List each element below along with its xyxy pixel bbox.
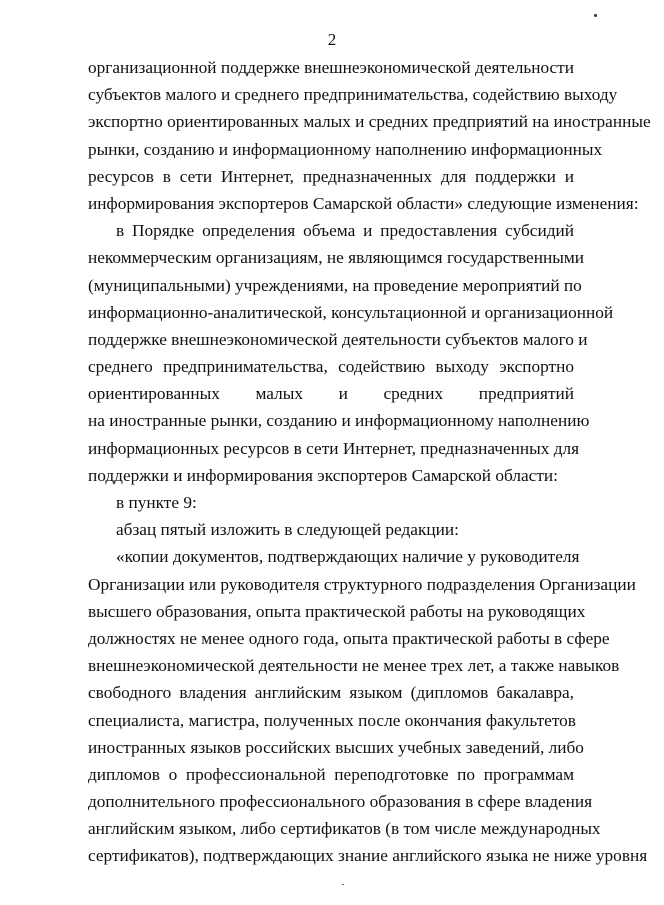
- text-line: ориентированных малых и средних предприятий: [88, 384, 574, 404]
- paragraph: [88, 217, 614, 489]
- text-line: английским языком, либо сертификатов (в том числе международных: [88, 819, 601, 839]
- text-line: (муниципальными) учреждениями, на проведение мероприятий по: [88, 275, 582, 295]
- text-line: абзац пятый изложить в следующей редакции:: [116, 520, 459, 540]
- text-line: Организации или руководителя структурного подразделения Организации: [88, 574, 636, 594]
- text-line: информационных ресурсов в сети Интернет, предназначенных для: [88, 438, 580, 458]
- text-line: должностях не менее одного года, опыта практической работы в сфере: [88, 628, 610, 648]
- document-body: [88, 54, 651, 870]
- paragraph: [88, 54, 651, 217]
- text-line: организационной поддержке внешнеэкономической деятельности: [88, 58, 574, 77]
- text-line: экспортно ориентированных малых и средних предприятий на иностранные: [88, 112, 651, 132]
- text-line: субъектов малого и среднего предпринимательства, содействию выходу: [88, 85, 618, 105]
- text-line: дипломов о профессиональной переподготовке по программам: [88, 764, 574, 784]
- scan-speck: [594, 14, 597, 17]
- text-line: на иностранные рынки, созданию и информационному наполнению: [88, 411, 590, 431]
- text-line: специалиста, магистра, полученных после окончания факультетов: [88, 710, 576, 730]
- text-line: дополнительного профессионального образования в сфере владения: [88, 792, 593, 812]
- text-line: «копии документов, подтверждающих наличие у руководителя: [116, 547, 580, 567]
- text-line: среднего предпринимательства, содействию выходу экспортно: [88, 357, 574, 377]
- page-number: 2: [327, 30, 337, 49]
- text-line: в пункте 9:: [116, 493, 197, 512]
- text-line: рынки, созданию и информационному наполнению информационных: [88, 139, 603, 159]
- text-line: иностранных языков российских высших учебных заведений, либо: [88, 737, 584, 757]
- paragraph: [88, 516, 574, 543]
- text-line: свободного владения английским языком (дипломов бакалавра,: [88, 683, 574, 703]
- paragraph: [88, 543, 648, 869]
- scan-speck: [342, 884, 344, 885]
- text-line: в Порядке определения объема и предоставления субсидий: [116, 221, 574, 241]
- text-line: сертификатов), подтверждающих знание английского языка не ниже уровня: [88, 846, 648, 866]
- text-line: информирования экспортеров Самарской области» следующие изменения:: [88, 193, 639, 213]
- text-line: ресурсов в сети Интернет, предназначенных для поддержки и: [88, 166, 574, 186]
- text-line: информационно-аналитической, консультационной и организационной: [88, 302, 614, 322]
- text-line: поддержки и информирования экспортеров Самарской области:: [88, 465, 558, 485]
- text-line: высшего образования, опыта практической работы на руководящих: [88, 601, 586, 621]
- paragraph: [88, 489, 574, 516]
- text-line: некоммерческим организациям, не являющимся государственными: [88, 248, 585, 268]
- text-line: поддержке внешнеэкономической деятельности субъектов малого и: [88, 329, 588, 349]
- text-line: внешнеэкономической деятельности не менее трех лет, а также навыков: [88, 656, 620, 676]
